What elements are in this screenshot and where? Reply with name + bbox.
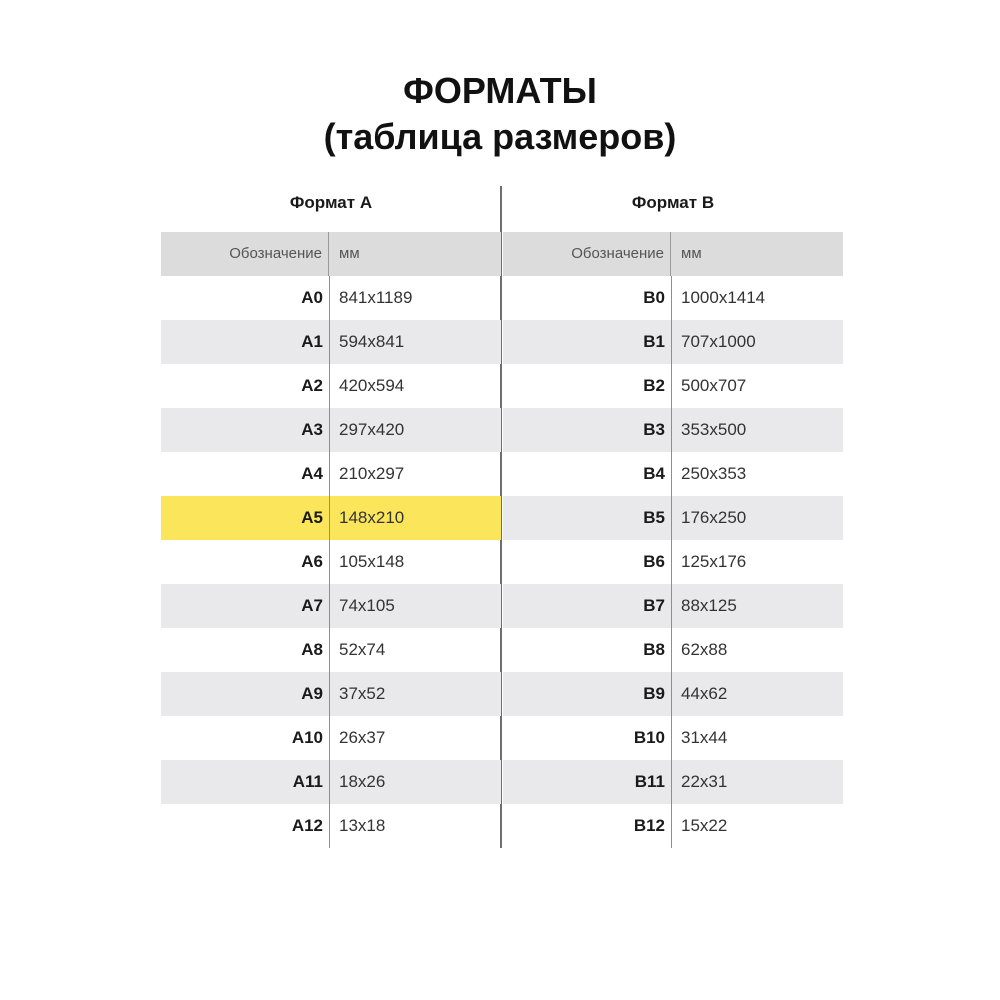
format-size-mm: 841x1189 (339, 288, 413, 307)
format-code: A1 (301, 332, 323, 351)
format-code: B9 (643, 684, 665, 703)
format-code: A4 (301, 464, 323, 483)
format-size-mm: 500x707 (681, 376, 747, 395)
format-size-mm: 52x74 (339, 640, 386, 659)
format-code: A12 (291, 816, 323, 835)
format-code: A5 (301, 508, 323, 527)
format-size-mm: 250x353 (681, 464, 747, 483)
table-row (503, 628, 843, 672)
table-row (503, 320, 843, 364)
table-row (161, 408, 501, 452)
table-row (161, 452, 501, 496)
format-b-rows (503, 276, 843, 848)
format-code: B4 (643, 464, 665, 483)
format-size-mm: 594x841 (339, 332, 405, 351)
format-a-rows (161, 276, 501, 848)
format-code: B3 (643, 420, 665, 439)
table-row (503, 276, 843, 320)
format-size-mm: 176x250 (681, 508, 747, 527)
format-code: A11 (292, 772, 323, 791)
format-size-mm: 37x52 (339, 684, 386, 703)
format-code: A0 (301, 288, 323, 307)
table-row (503, 804, 843, 848)
format-size-mm: 210x297 (339, 464, 405, 483)
table-row (503, 760, 843, 804)
table-row (503, 584, 843, 628)
table-row (503, 452, 843, 496)
format-code: A8 (301, 640, 323, 659)
format-a-table (161, 186, 501, 848)
format-size-mm: 88x125 (681, 596, 737, 615)
page-title (0, 68, 1000, 160)
format-code: B12 (633, 816, 665, 835)
format-size-mm: 148x210 (339, 508, 405, 527)
table-row (503, 540, 843, 584)
format-code: A9 (301, 684, 323, 703)
format-code: A2 (301, 376, 323, 395)
format-size-mm: 353x500 (681, 420, 747, 439)
format-code: B8 (643, 640, 665, 659)
table-row (503, 496, 843, 540)
table-row (161, 628, 501, 672)
format-b-table (503, 186, 843, 848)
format-code: B7 (643, 596, 665, 615)
designation-column-label: Обозначение (503, 232, 671, 276)
table-row (161, 716, 501, 760)
format-code: B11 (634, 772, 665, 791)
format-size-mm: 420x594 (339, 376, 405, 395)
format-size-mm: 31x44 (681, 728, 728, 747)
table-row (161, 320, 501, 364)
table-row (503, 408, 843, 452)
designation-column-label: Обозначение (161, 232, 329, 276)
format-code: A7 (301, 596, 323, 615)
title-line-2: (таблица размеров) (323, 116, 677, 157)
format-size-mm: 15x22 (681, 816, 728, 835)
table-row (161, 364, 501, 408)
title-line-1: ФОРМАТЫ (403, 70, 597, 111)
format-a-column-header (161, 232, 501, 276)
format-b-heading: Формат В (631, 193, 715, 212)
format-code: A10 (291, 728, 323, 747)
mm-column-label: мм (339, 245, 360, 262)
table-row (161, 540, 501, 584)
format-size-mm: 297x420 (339, 420, 405, 439)
format-size-mm: 707x1000 (681, 332, 756, 351)
format-code: B10 (633, 728, 665, 747)
format-code: A6 (301, 552, 323, 571)
table-row (161, 584, 501, 628)
table-row (161, 804, 501, 848)
table-row (161, 496, 501, 540)
format-code: B2 (643, 376, 665, 395)
format-size-mm: 1000x1414 (681, 288, 766, 307)
format-size-mm: 18x26 (339, 772, 386, 791)
format-size-mm: 13x18 (339, 816, 386, 835)
format-size-mm: 74x105 (339, 596, 395, 615)
table-row (503, 672, 843, 716)
format-size-mm: 44x62 (681, 684, 728, 703)
table-row (161, 672, 501, 716)
format-size-mm: 105x148 (339, 552, 405, 571)
table-row (161, 276, 501, 320)
format-code: A3 (301, 420, 323, 439)
format-size-mm: 62x88 (681, 640, 728, 659)
format-b-column-header (503, 232, 843, 276)
format-code: B0 (643, 288, 665, 307)
table-row (161, 760, 501, 804)
format-size-mm: 26x37 (339, 728, 386, 747)
table-row (503, 364, 843, 408)
format-code: B6 (643, 552, 665, 571)
format-code: B5 (643, 508, 665, 527)
mm-column-label: мм (681, 245, 702, 262)
table-row (503, 716, 843, 760)
format-size-mm: 125x176 (681, 552, 747, 571)
format-code: B1 (643, 332, 665, 351)
format-size-mm: 22x31 (681, 772, 728, 791)
format-a-heading: Формат А (289, 193, 373, 212)
